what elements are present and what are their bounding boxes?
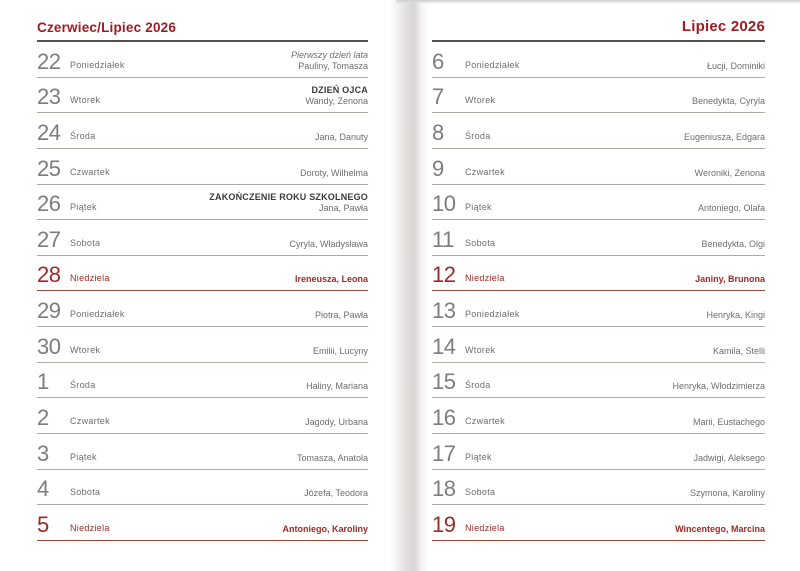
day-row: [37, 78, 368, 114]
weekday-label: Piątek: [465, 451, 492, 462]
rows: [37, 42, 368, 541]
weekday-label: Czwartek: [70, 415, 110, 426]
name-days: Jana, Danuty: [314, 131, 368, 142]
name-days: Kamila, Stelli: [712, 345, 765, 356]
day-number: 15: [432, 369, 456, 395]
name-days: Emilii, Lucyny: [312, 345, 368, 356]
name-days: Pauliny, Tomasza: [298, 60, 368, 71]
weekday-label: Poniedziałek: [70, 59, 125, 70]
day-number: 24: [37, 119, 61, 145]
row-notes: [695, 274, 765, 285]
page-title: Czerwiec/Lipiec 2026: [37, 20, 177, 35]
row-notes: [291, 50, 368, 72]
name-days: Ireneusza, Leona: [294, 274, 368, 285]
name-days: Łucji, Dominiki: [706, 60, 765, 71]
row-notes: [692, 96, 765, 107]
day-number: 6: [432, 48, 444, 74]
name-days: Benedykta, Cyryla: [691, 96, 765, 107]
weekday-label: Wtorek: [465, 344, 496, 355]
name-days: Wincentego, Marcina: [675, 523, 765, 534]
day-row: [432, 113, 765, 149]
row-notes: [315, 132, 368, 143]
rows: [432, 42, 765, 541]
weekday-label: Sobota: [70, 237, 101, 248]
day-number: 8: [432, 119, 444, 145]
day-row: [37, 327, 368, 363]
day-number: 12: [432, 262, 456, 288]
name-days: Antoniego, Karoliny: [282, 523, 368, 534]
weekday-label: Środa: [465, 380, 491, 391]
row-notes: [693, 417, 765, 428]
page-gutter-shadow: [390, 0, 430, 571]
day-row: [37, 363, 368, 399]
right-page: [432, 0, 765, 571]
day-row: [37, 185, 368, 221]
day-number: 2: [37, 404, 49, 430]
name-days: Henryka, Włodzimierza: [672, 381, 765, 392]
weekday-label: Niedziela: [465, 522, 505, 533]
day-number: 29: [37, 298, 61, 323]
name-days: Szymona, Karoliny: [689, 488, 765, 499]
row-notes: [701, 239, 765, 250]
day-row: [37, 149, 368, 185]
row-notes: [675, 524, 765, 535]
weekday-label: Środa: [465, 130, 491, 141]
name-days: Eugeniusza, Edgara: [683, 131, 765, 142]
day-number: 30: [37, 333, 61, 359]
name-days: Haliny, Mariana: [306, 381, 368, 392]
page-title: Lipiec 2026: [681, 18, 765, 35]
day-row: [432, 256, 765, 292]
day-row: [37, 256, 368, 292]
weekday-label: Niedziela: [465, 273, 505, 284]
row-notes: [295, 274, 368, 285]
weekday-label: Poniedziałek: [70, 309, 125, 319]
row-notes: [289, 239, 368, 250]
day-number: 4: [37, 476, 49, 502]
row-notes: [695, 168, 765, 179]
day-row: [432, 398, 765, 434]
day-number: 23: [37, 84, 61, 110]
name-days: Benedykta, Olgi: [701, 238, 765, 249]
row-notes: [713, 346, 765, 357]
weekday-label: Wtorek: [70, 95, 101, 106]
weekday-label: Poniedziałek: [465, 309, 520, 319]
day-number: 1: [37, 369, 49, 395]
day-number: 13: [432, 298, 456, 323]
day-row: [37, 291, 368, 327]
weekday-label: Sobota: [465, 237, 496, 248]
row-notes: [283, 524, 369, 535]
name-days: Piotra, Pawła: [314, 310, 368, 320]
name-days: Jagody, Urbana: [305, 416, 368, 427]
day-row: [432, 505, 765, 541]
name-days: Tomasza, Anatola: [296, 452, 368, 463]
day-row: [432, 185, 765, 221]
weekday-label: Piątek: [465, 202, 492, 213]
name-days: Marii, Eustachego: [692, 416, 765, 427]
name-days: Jana, Pawła: [318, 203, 368, 214]
day-row: [432, 363, 765, 399]
day-number: 17: [432, 440, 456, 466]
holiday-bold-label: ZAKOŃCZENIE ROKU SZKOLNEGO: [209, 192, 368, 203]
day-row: [37, 434, 368, 470]
name-days: Cyryla, Władysława: [289, 238, 368, 249]
day-row: [432, 291, 765, 327]
row-notes: [706, 310, 765, 321]
weekday-label: Piątek: [70, 451, 97, 462]
day-row: [432, 434, 765, 470]
row-notes: [698, 203, 765, 214]
day-number: 9: [432, 155, 444, 181]
weekday-label: Sobota: [465, 487, 496, 498]
weekday-label: Czwartek: [465, 415, 505, 426]
weekday-label: Niedziela: [70, 273, 110, 284]
right-page-header: [432, 0, 765, 42]
name-days: Józefa, Teodora: [304, 488, 368, 499]
day-row: [432, 42, 765, 78]
name-days: Antoniego, Olafa: [697, 203, 765, 214]
weekday-label: Wtorek: [70, 344, 101, 355]
row-notes: [690, 488, 765, 499]
weekday-label: Czwartek: [465, 166, 505, 177]
day-number: 10: [432, 191, 456, 217]
holiday-bold-label: DZIEŃ OJCA: [311, 85, 368, 96]
row-notes: [684, 132, 765, 143]
day-row: [432, 470, 765, 506]
day-number: 19: [432, 511, 456, 537]
name-days: Doroty, Wilhelma: [300, 167, 368, 178]
weekday-label: Środa: [70, 380, 96, 391]
weekday-label: Sobota: [70, 487, 101, 498]
row-notes: [300, 168, 368, 179]
row-notes: [305, 417, 368, 428]
weekday-label: Wtorek: [465, 95, 496, 106]
day-number: 26: [37, 191, 61, 217]
weekday-label: Czwartek: [70, 166, 110, 177]
row-notes: [672, 381, 765, 392]
day-number: 27: [37, 226, 61, 252]
day-row: [37, 42, 368, 78]
day-number: 28: [37, 262, 61, 288]
name-days: Janiny, Brunona: [695, 274, 765, 285]
day-row: [432, 220, 765, 256]
day-number: 14: [432, 333, 456, 359]
day-row: [37, 113, 368, 149]
day-row: [432, 78, 765, 114]
day-number: 11: [432, 226, 454, 252]
row-notes: [707, 61, 765, 72]
name-days: Henryka, Kingi: [706, 310, 765, 320]
name-days: Wandy, Zenona: [305, 96, 368, 107]
weekday-label: Piątek: [70, 202, 97, 213]
weekday-label: Poniedziałek: [465, 59, 520, 70]
row-notes: [313, 346, 368, 357]
name-days: Jadwigi, Aleksego: [693, 452, 765, 463]
day-number: 7: [432, 84, 444, 110]
day-row: [37, 470, 368, 506]
day-row: [37, 398, 368, 434]
row-notes: [693, 453, 765, 464]
holiday-italic-label: Pierwszy dzień lata: [290, 49, 368, 60]
day-row: [37, 505, 368, 541]
day-number: 16: [432, 404, 456, 430]
weekday-label: Niedziela: [70, 522, 110, 533]
day-number: 22: [37, 48, 61, 74]
day-number: 25: [37, 155, 61, 181]
day-number: 5: [37, 511, 49, 537]
day-row: [432, 327, 765, 363]
day-number: 18: [432, 476, 456, 502]
row-notes: [304, 488, 368, 499]
name-days: Weroniki, Zenona: [694, 167, 765, 178]
day-row: [432, 149, 765, 185]
row-notes: [305, 85, 368, 107]
row-notes: [297, 453, 368, 464]
row-notes: [315, 310, 368, 321]
left-page-header: [37, 0, 368, 42]
row-notes: [306, 381, 368, 392]
left-page: [37, 0, 368, 571]
day-number: 3: [37, 440, 49, 466]
weekday-label: Środa: [70, 130, 96, 141]
row-notes: [209, 192, 368, 214]
day-row: [37, 220, 368, 256]
